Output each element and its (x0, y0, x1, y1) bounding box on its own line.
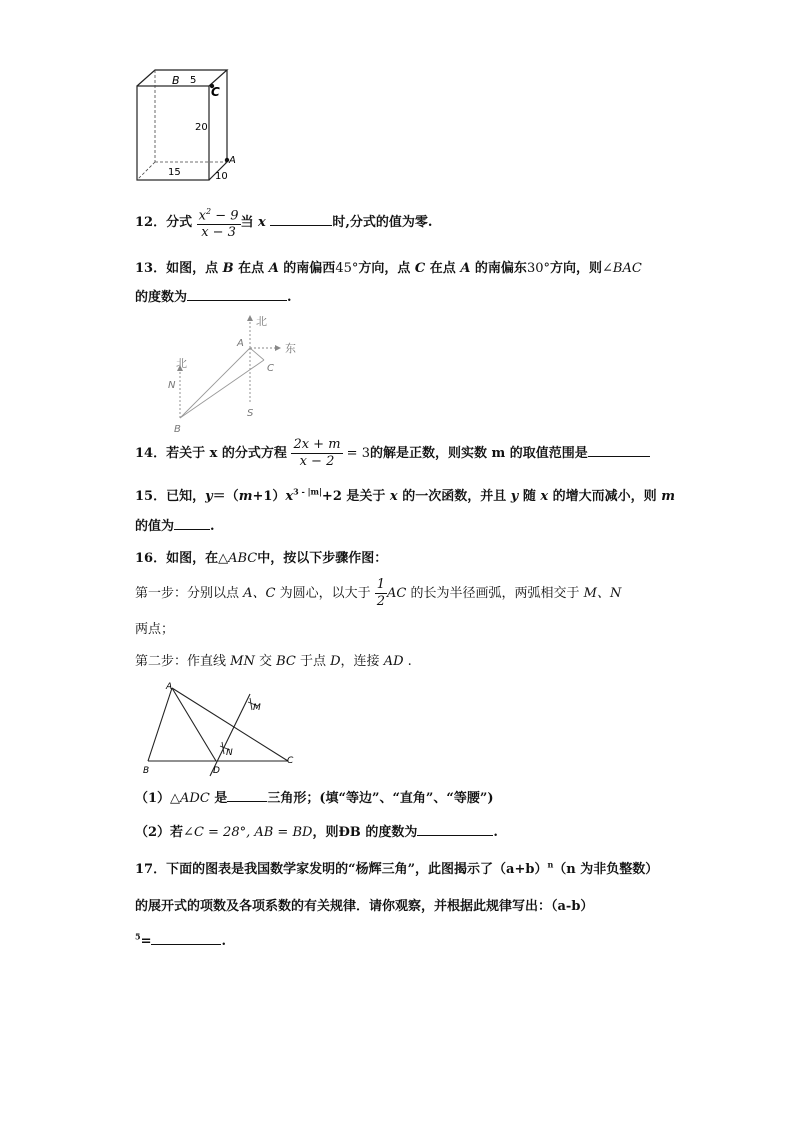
q16-text: . (403, 654, 412, 669)
question-15-line-1 (135, 485, 675, 504)
q16-condition: ∠C = 28°, AB = BD (183, 825, 313, 840)
box-label-a: A (229, 155, 236, 166)
q15-exponent: 3 - |m| (293, 486, 322, 497)
question-17-line-2 (135, 895, 593, 914)
q12-frac-x: x (198, 208, 206, 224)
q12-text-pre: 分式 (166, 215, 193, 231)
answer-blank[interactable] (417, 822, 493, 836)
q15-text: 随 (518, 489, 541, 504)
q13-angle-bac: ∠BAC (602, 261, 642, 276)
q14-text-post: 的解是正数，则实数 m 的取值范围是 (369, 446, 588, 461)
q15-text: 的一次函数，并且 (397, 489, 511, 504)
q17-text: 下面的图表是我国数学家发明的“杨辉三角”，此图揭示了（a+b） (166, 862, 548, 877)
label-n: N (168, 380, 176, 391)
q12-frac-denominator: x − 3 (201, 225, 236, 241)
q15-var-m: m (238, 489, 253, 504)
q13-text: 在点 (233, 261, 269, 276)
question-14 (135, 437, 650, 470)
tri-label-a: A (166, 682, 173, 692)
q16-text: 是 (209, 791, 228, 806)
q13-text: 方向，点 (358, 261, 415, 276)
tri-label-m: M (253, 703, 261, 713)
q16-text: 为圆心，以大于 (275, 586, 371, 601)
tri-label-d: D (213, 766, 220, 776)
q13-point-b: B (222, 261, 234, 276)
question-16-step-2 (135, 650, 412, 669)
question-13-line-1 (135, 257, 642, 276)
tri-label-c: C (287, 756, 294, 766)
q16-text: 如图，在 (166, 551, 219, 566)
q13-text: 的度数为 (135, 290, 188, 305)
tri-label-n: N (226, 748, 233, 758)
q15-period: . (210, 519, 215, 534)
q12-text-post: 时,分式的值为零. (332, 215, 433, 231)
label-s: S (247, 408, 254, 419)
q17-exponent-n: n (547, 859, 554, 870)
q13-period: . (287, 290, 292, 305)
q16-text: ，则ÐB 的度数为 (312, 825, 418, 840)
q16-line-mn: MN (230, 654, 255, 669)
box-label-20: 20 (195, 122, 208, 133)
q16-text: ，连接 (340, 654, 384, 669)
question-number: 16． (135, 551, 167, 566)
answer-blank[interactable] (187, 287, 287, 301)
box-front-face (137, 86, 209, 180)
question-13-line-2 (135, 286, 292, 305)
q16-text: 中，按以下步骤作图： (257, 551, 388, 566)
answer-blank[interactable] (227, 788, 267, 802)
segment-ab (148, 688, 172, 761)
question-16-step-1-line-2 (135, 618, 174, 637)
question-number: 13． (135, 261, 167, 276)
label-east: 东 (285, 342, 296, 355)
q15-var-m: m (661, 489, 675, 504)
answer-blank[interactable] (151, 931, 221, 945)
q12-fraction (197, 204, 241, 241)
tri-label-b: B (143, 766, 150, 776)
question-12 (135, 204, 432, 241)
box-label-b: B (172, 74, 180, 87)
q14-frac-denominator: x − 2 (299, 454, 335, 469)
q14-text-pre: 若关于 x 的分式方程 (166, 446, 287, 461)
q13-text: 的南偏东 (470, 261, 527, 276)
question-17-line-3 (135, 931, 226, 949)
question-number: 14． (135, 446, 167, 461)
q15-var-y: y (510, 489, 519, 504)
box-label-5: 5 (190, 75, 197, 86)
q15-var-x: x (285, 489, 294, 504)
q16-triangle-abc: △ABC (218, 551, 258, 566)
q16-points-ac: A、C (243, 586, 276, 601)
q16-segment-bc: BC (276, 654, 296, 669)
q17-exponent-5: 5 (135, 931, 141, 942)
q17-period: . (221, 934, 227, 949)
label-north-left: 北 (176, 357, 187, 370)
q14-equals: = 3 (342, 446, 370, 461)
label-a: A (237, 338, 244, 349)
q15-text: +1） (252, 489, 286, 504)
q16-period: . (493, 825, 498, 840)
q13-angle-30: 30° (526, 261, 550, 276)
q16-segment-ac: AC (387, 586, 407, 601)
q16-sub-number: （2）若 (135, 825, 184, 840)
q16-text: 两点； (135, 622, 175, 637)
q16-text: 交 (254, 654, 277, 669)
q14-fraction (291, 437, 342, 470)
q15-text: +2 是关于 (321, 489, 390, 504)
q13-point-c: C (414, 261, 426, 276)
segment-ad (172, 688, 216, 761)
box-figure (130, 62, 245, 184)
box-label-c: C (211, 85, 220, 99)
q15-var-x: x (540, 489, 549, 504)
label-c: C (267, 363, 274, 374)
q12-frac-rest: − 9 (211, 208, 239, 224)
q12-text-mid: 当 (240, 215, 254, 231)
q13-angle-45: 45° (335, 261, 359, 276)
q16-frac-denominator: 2 (376, 594, 386, 609)
q12-frac-exp: 2 (205, 207, 212, 216)
q17-text: 的展开式的项数及各项系数的有关规律．请你观察，并根据此规律写出：（a-b） (135, 899, 594, 914)
q17-equals: = (140, 934, 152, 949)
answer-blank[interactable] (270, 212, 332, 226)
q13-text: 如图，点 (166, 261, 223, 276)
q16-text: 第一步：分别以点 (135, 586, 244, 601)
east-arrow-icon (275, 345, 281, 351)
q13-point-a: A (268, 261, 279, 276)
q13-text: 的南偏西 (278, 261, 336, 276)
q13-point-a: A (460, 261, 471, 276)
q16-text: 的长为半径画弧，两弧相交于 (406, 586, 584, 601)
q16-segment-ad: AD (383, 654, 404, 669)
q13-text: 在点 (425, 261, 461, 276)
compass-figure (160, 312, 310, 437)
q15-text: 的值为 (135, 519, 175, 534)
q12-frac-numerator (197, 204, 241, 225)
q16-text: 三角形；(填“等边”、“直角”、“等腰”) (267, 791, 494, 806)
line-mn (210, 694, 250, 776)
q16-points-mn: M、N (583, 586, 622, 601)
box-label-10: 10 (215, 171, 228, 182)
question-17-line-1 (135, 858, 658, 877)
q16-sub-number: （1） (135, 791, 171, 806)
north-arrow-icon (247, 315, 253, 321)
q16-triangle-adc: △ADC (170, 791, 210, 806)
answer-blank[interactable] (174, 516, 210, 530)
label-north-top: 北 (256, 315, 267, 328)
question-number: 15． (135, 489, 167, 504)
q13-text: 方向，则 (549, 261, 602, 276)
q14-frac-numerator: 2x + m (293, 437, 341, 452)
question-16-intro (135, 547, 387, 566)
q16-point-d: D (330, 654, 341, 669)
question-15-line-2 (135, 515, 215, 534)
q15-var-x: x (389, 489, 398, 504)
answer-blank[interactable] (588, 443, 650, 457)
question-16-sub-1 (135, 787, 494, 806)
box-label-15: 15 (168, 167, 181, 178)
q15-text: 的增大而减小，则 (548, 489, 662, 504)
q12-var: x (253, 215, 271, 231)
label-b: B (174, 424, 181, 435)
q15-text: ＝（ (212, 489, 239, 504)
q17-text: （n 为非负整数） (553, 862, 659, 877)
q16-text: 第二步：作直线 (135, 654, 231, 669)
question-number: 17． (135, 862, 167, 877)
question-16-sub-2 (135, 821, 498, 840)
triangle-figure (140, 680, 305, 780)
q15-var-y: y (205, 489, 213, 504)
q16-half-fraction (375, 577, 387, 610)
question-number: 12． (135, 215, 167, 231)
q15-text: 已知， (166, 489, 206, 504)
question-16-step-1 (135, 577, 621, 610)
q16-frac-numerator: 1 (376, 577, 386, 592)
q16-text: 于点 (295, 654, 331, 669)
